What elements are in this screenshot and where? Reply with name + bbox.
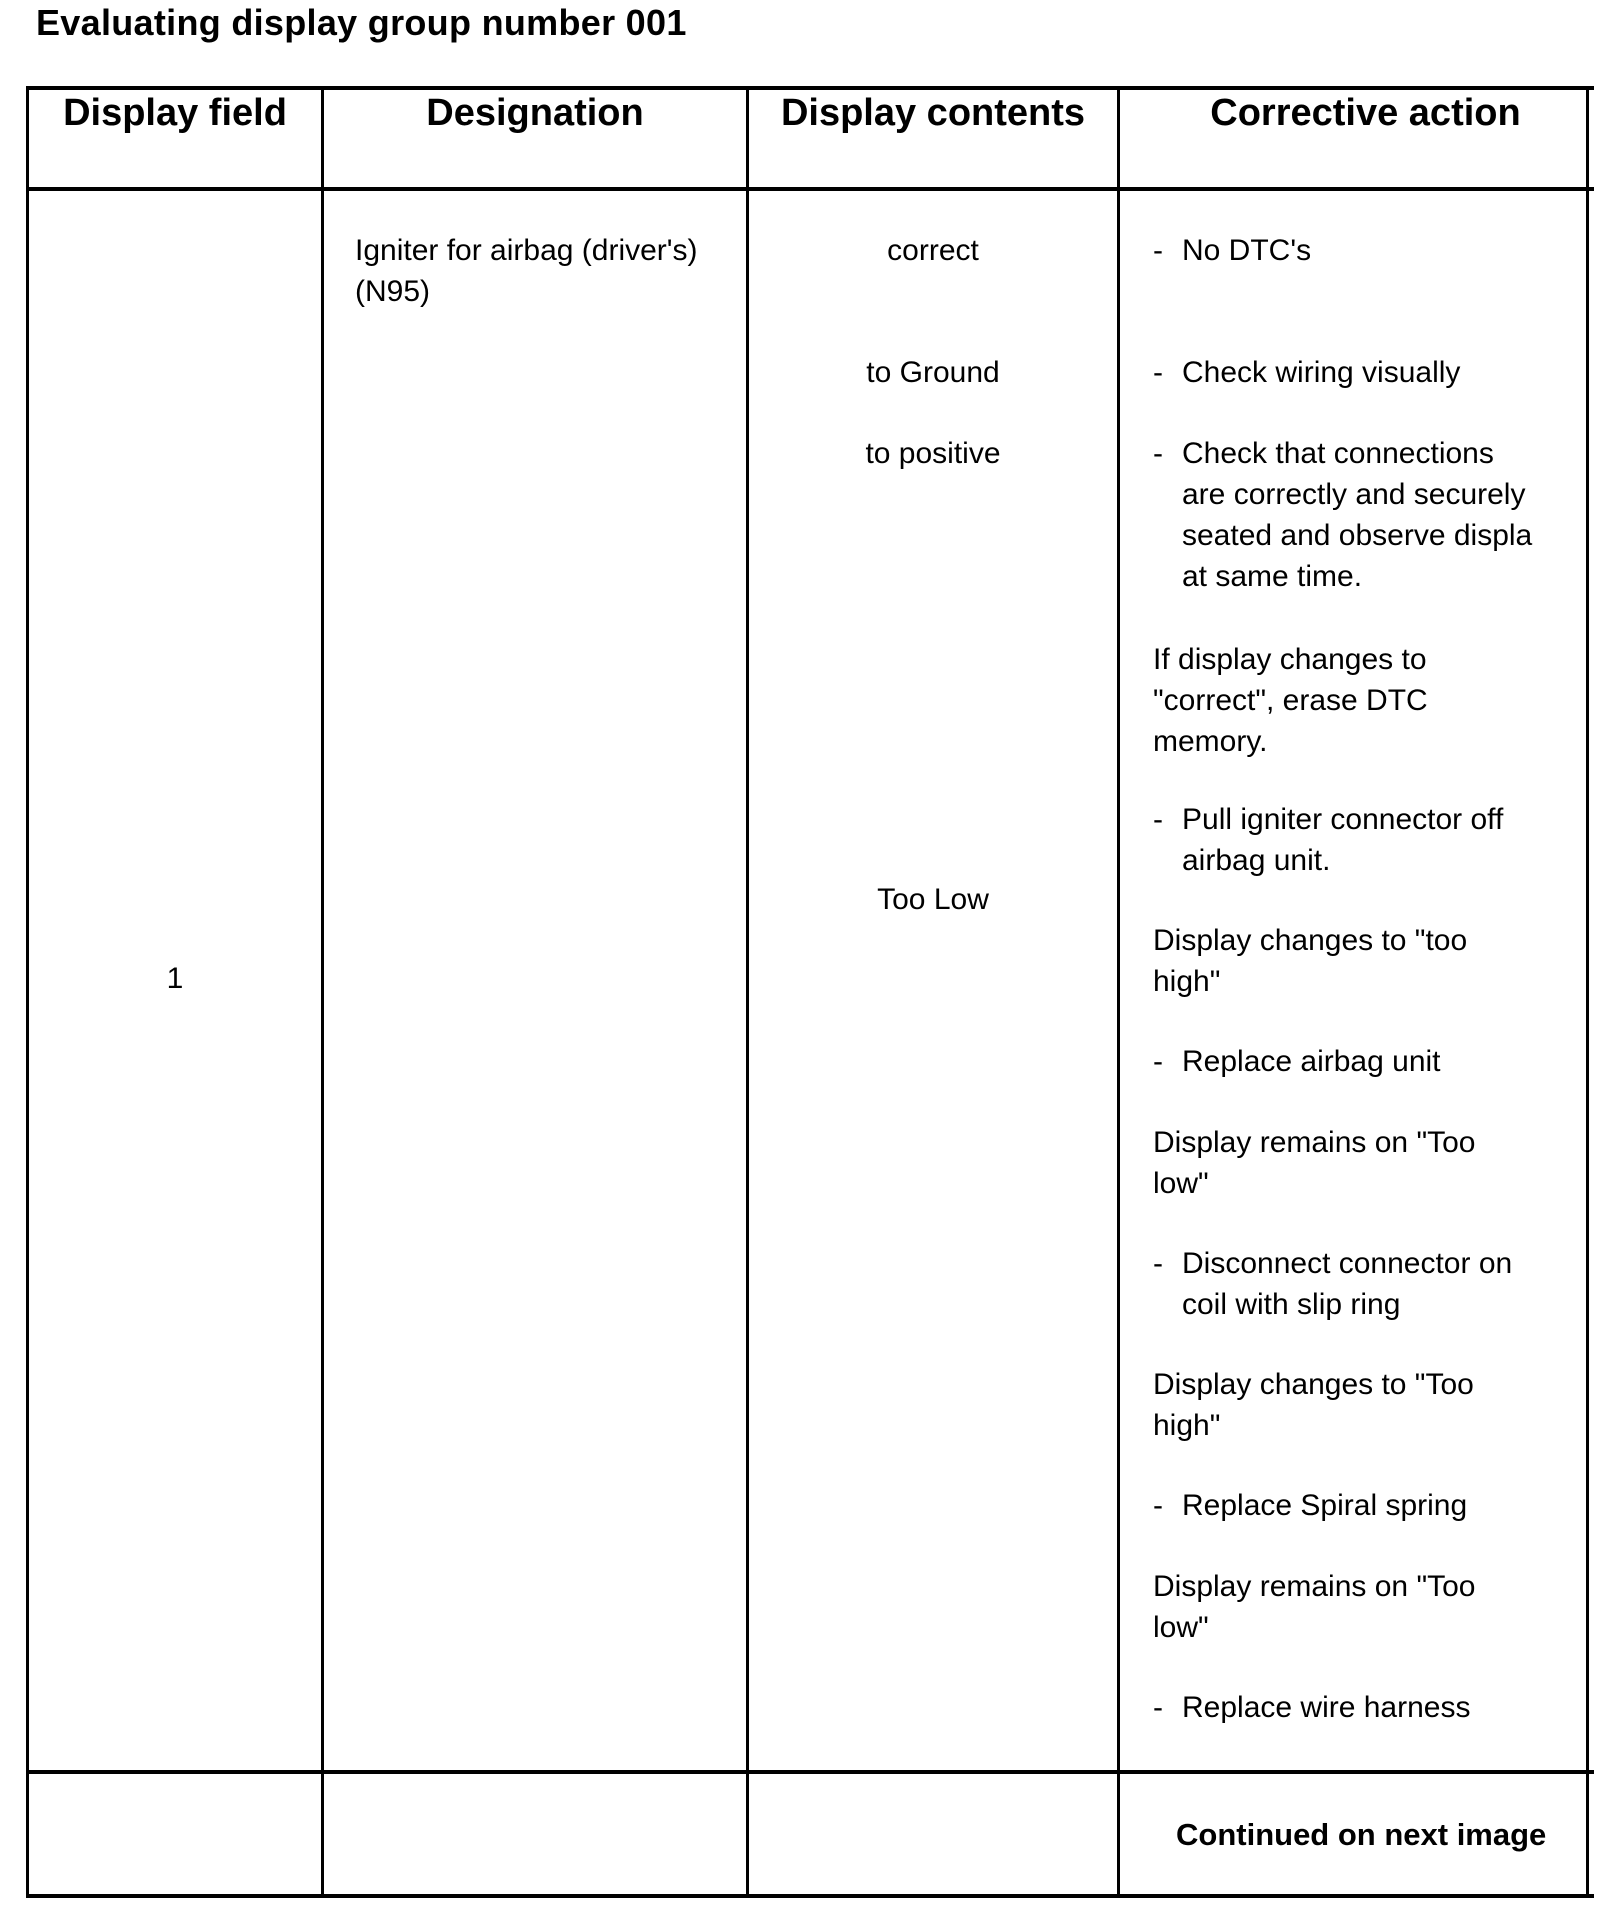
contents-too-low: Too Low bbox=[877, 883, 989, 916]
corrective-action-line: Pull igniter connector off bbox=[1182, 803, 1504, 836]
header-corrective-action: Corrective action bbox=[1210, 92, 1521, 134]
contents-to-positive: to positive bbox=[865, 437, 1001, 470]
corrective-action-item bbox=[1153, 1566, 1553, 1648]
corrective-action-item bbox=[1153, 352, 1553, 393]
corrective-action-line: memory. bbox=[1153, 725, 1268, 758]
corrective-action-line: Check that connections bbox=[1182, 437, 1494, 470]
corrective-action-line: "correct", erase DTC bbox=[1153, 684, 1428, 717]
bullet-dash: - bbox=[1153, 356, 1163, 389]
corrective-action-item bbox=[1153, 639, 1553, 762]
corrective-action-line: Display remains on "Too bbox=[1153, 1570, 1476, 1603]
corrective-action-line: low" bbox=[1153, 1611, 1209, 1644]
bullet-dash: - bbox=[1153, 437, 1163, 470]
corrective-action-line: low" bbox=[1153, 1167, 1209, 1200]
corrective-action-line: If display changes to bbox=[1153, 643, 1427, 676]
corrective-action-line: high" bbox=[1153, 1409, 1221, 1442]
continued-note: Continued on next image bbox=[1176, 1817, 1547, 1852]
header-display-field: Display field bbox=[63, 92, 287, 134]
corrective-action-item bbox=[1153, 1041, 1553, 1082]
bullet-dash: - bbox=[1153, 803, 1163, 836]
bullet-dash: - bbox=[1153, 1691, 1163, 1724]
table-bottom-border bbox=[26, 1894, 1594, 1898]
corrective-action-item bbox=[1153, 1687, 1553, 1728]
corrective-action-line: Display changes to "too bbox=[1153, 924, 1468, 957]
bullet-dash: - bbox=[1153, 1489, 1163, 1522]
page-title: Evaluating display group number 001 bbox=[36, 2, 687, 43]
bullet-dash: - bbox=[1153, 234, 1163, 267]
designation-line-1: Igniter for airbag (driver's) bbox=[355, 234, 698, 267]
corrective-action-line: Replace airbag unit bbox=[1182, 1045, 1441, 1078]
corrective-action-item bbox=[1153, 1243, 1553, 1325]
table-top-border bbox=[26, 86, 1594, 90]
display-field-value: 1 bbox=[166, 962, 184, 995]
corrective-action-item bbox=[1153, 433, 1553, 597]
corrective-action-item bbox=[1153, 799, 1553, 881]
corrective-action-line: seated and observe displa bbox=[1182, 519, 1533, 552]
contents-correct: correct bbox=[887, 234, 979, 267]
corrective-action-item bbox=[1153, 920, 1553, 1002]
bullet-dash: - bbox=[1153, 1045, 1163, 1078]
corrective-action-item bbox=[1153, 230, 1553, 271]
corrective-action-item bbox=[1153, 1122, 1553, 1204]
corrective-action-line: Display remains on "Too bbox=[1153, 1126, 1476, 1159]
corrective-action-line: at same time. bbox=[1182, 560, 1363, 593]
designation-line-2: (N95) bbox=[355, 275, 431, 308]
col-divider-right bbox=[1586, 86, 1589, 1898]
corrective-action-line: Disconnect connector on bbox=[1182, 1247, 1513, 1280]
corrective-action-line: airbag unit. bbox=[1182, 844, 1331, 877]
bullet-dash: - bbox=[1153, 1247, 1163, 1280]
col-divider-1 bbox=[321, 86, 324, 1898]
header-display-contents: Display contents bbox=[780, 92, 1086, 134]
col-divider-3 bbox=[1117, 86, 1120, 1898]
header-bottom-border bbox=[26, 187, 1594, 191]
corrective-action-line: high" bbox=[1153, 965, 1221, 998]
corrective-action-line: Display changes to "Too bbox=[1153, 1368, 1474, 1401]
corrective-action-item bbox=[1153, 1485, 1553, 1526]
corrective-action-line: are correctly and securely bbox=[1182, 478, 1526, 511]
corrective-action-line: Replace wire harness bbox=[1182, 1691, 1471, 1724]
contents-to-ground: to Ground bbox=[866, 356, 1000, 389]
corrective-action-line: Replace Spiral spring bbox=[1182, 1489, 1468, 1522]
corrective-action-line: Check wiring visually bbox=[1182, 356, 1461, 389]
row-bottom-border bbox=[26, 1770, 1594, 1774]
corrective-action-item bbox=[1153, 1364, 1553, 1446]
corrective-action-line: No DTC's bbox=[1182, 234, 1312, 267]
corrective-action-line: coil with slip ring bbox=[1182, 1288, 1401, 1321]
header-designation: Designation bbox=[426, 92, 644, 134]
